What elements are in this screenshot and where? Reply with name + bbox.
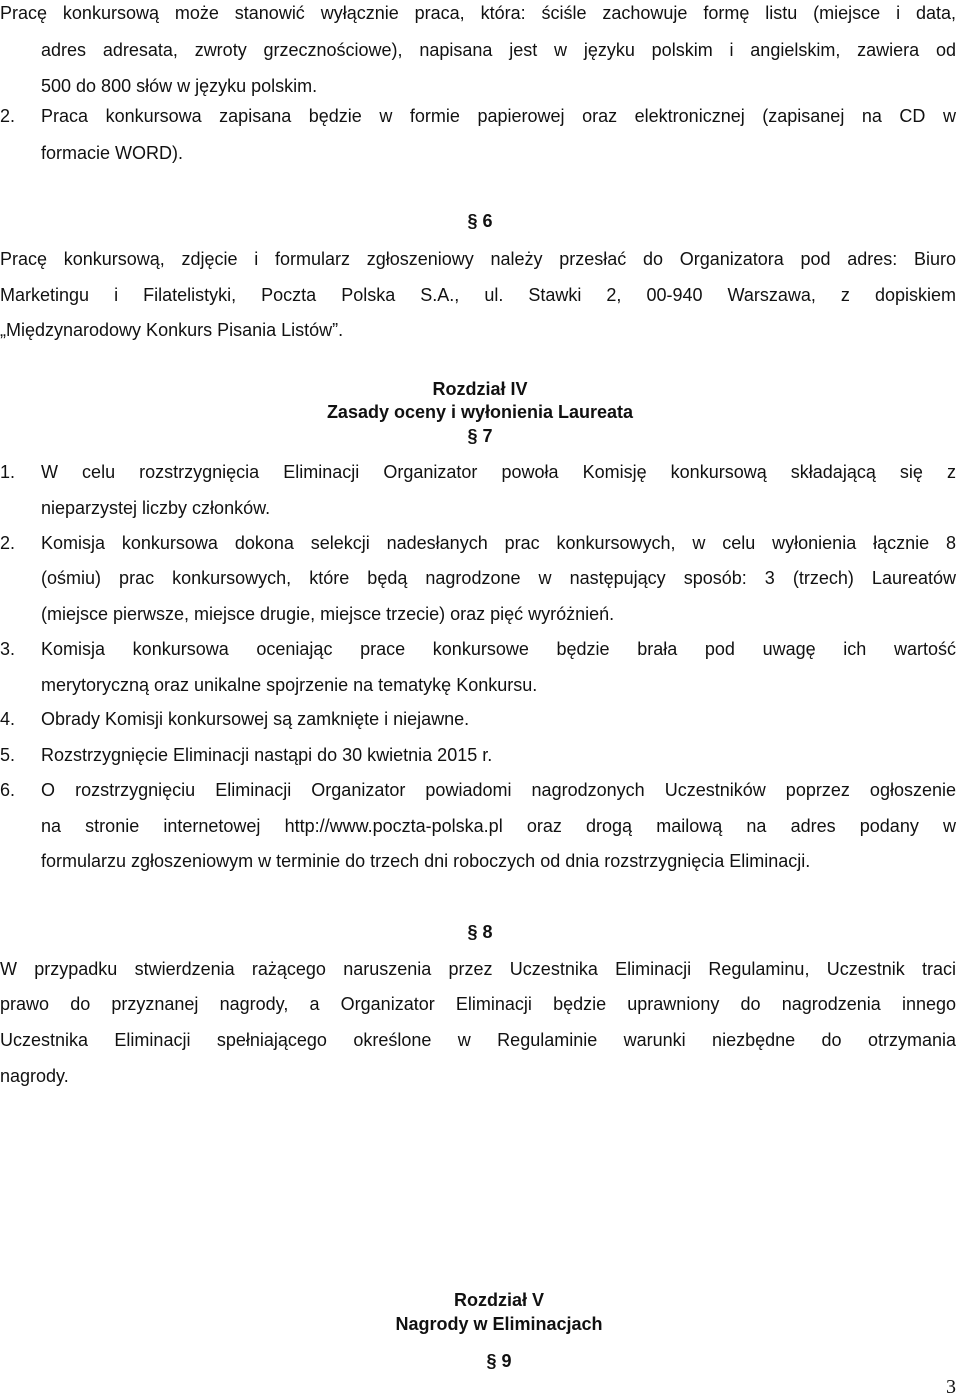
intro-line-1: Pracę konkursową może stanowić wyłącznie praca, która: ściśle zachowuje formę listu (miejsce i data, xyxy=(0,3,956,23)
item-6-line-1: O rozstrzygnięciu Eliminacji Organizator powiadomi nagrodzonych Uczestników poprzez ogłoszenie xyxy=(41,780,956,800)
item-2-line-1: Komisja konkursowa dokona selekcji nadesłanych prac konkursowych, w celu wyłonienia łącznie 8 xyxy=(41,533,956,553)
intro-item-2-number: 2. xyxy=(0,106,16,126)
section-8-line-1: W przypadku stwierdzenia rażącego naruszenia przez Uczestnika Eliminacji Regulaminu, Uczestnik traci xyxy=(0,959,956,979)
intro-line-3: 500 do 800 słów w języku polskim. xyxy=(41,76,318,96)
section-6-heading: § 6 xyxy=(467,211,493,231)
item-6-line-3: formularzu zgłoszeniowym w terminie do trzech dni roboczych od dnia rozstrzygnięcia Eliminacji. xyxy=(41,851,811,871)
item-3-line-2: merytoryczną oraz unikalne spojrzenie na tematykę Konkursu. xyxy=(41,675,538,695)
chapter-4-subtitle: Zasady oceny i wyłonienia Laureata xyxy=(326,402,634,422)
chapter-4-title: Rozdział IV xyxy=(432,379,528,399)
item-3-line-1: Komisja konkursowa oceniając prace konkursowe będzie brała pod uwagę ich wartość xyxy=(41,639,956,659)
item-5-line-1: Rozstrzygnięcie Eliminacji nastąpi do 30 kwietnia 2015 r. xyxy=(41,745,493,765)
item-1-number: 1. xyxy=(0,462,16,482)
item-2-number: 2. xyxy=(0,533,16,553)
intro-item-2-line-2: formacie WORD). xyxy=(41,143,184,163)
section-8-line-4: nagrody. xyxy=(0,1066,69,1086)
section-7-heading: § 7 xyxy=(467,426,493,446)
item-2-line-3: (miejsce pierwsze, miejsce drugie, miejsce trzecie) oraz pięć wyróżnień. xyxy=(41,604,615,624)
intro-line-2: adres adresata, zwroty grzecznościowe), napisana jest w języku polskim i angielskim, zawiera od xyxy=(41,40,956,60)
item-4-number: 4. xyxy=(0,709,16,729)
item-5-number: 5. xyxy=(0,745,16,765)
intro-item-2-line-1: Praca konkursowa zapisana będzie w formie papierowej oraz elektronicznej (zapisanej na CD w xyxy=(41,106,956,126)
item-2-line-2: (ośmiu) prac konkursowych, które będą nagrodzone w następujący sposób: 3 (trzech) Laureatów xyxy=(41,568,956,588)
section-6-line-3: „Międzynarodowy Konkurs Pisania Listów”. xyxy=(0,320,344,340)
section-9-heading: § 9 xyxy=(486,1351,512,1371)
item-6-line-2: na stronie internetowej http://www.poczta-polska.pl oraz drogą mailową na adres podany w xyxy=(41,816,956,836)
page-number: 3 xyxy=(946,1376,956,1398)
section-6-line-2: Marketingu i Filatelistyki, Poczta Polska S.A., ul. Stawki 2, 00-940 Warszawa, z dopiskiem xyxy=(0,285,956,305)
section-6-line-1: Pracę konkursową, zdjęcie i formularz zgłoszeniowy należy przesłać do Organizatora pod adres: Biuro xyxy=(0,249,956,269)
item-6-number: 6. xyxy=(0,780,16,800)
item-3-number: 3. xyxy=(0,639,16,659)
chapter-5-title: Rozdział V xyxy=(453,1290,544,1310)
section-8-line-2: prawo do przyznanej nagrody, a Organizator Eliminacji będzie uprawniony do nagrodzenia innego xyxy=(0,994,956,1014)
item-1-line-1: W celu rozstrzygnięcia Eliminacji Organizator powoła Komisję konkursową składającą się z xyxy=(41,462,956,482)
item-1-line-2: nieparzystej liczby członków. xyxy=(41,498,271,518)
item-4-line-1: Obrady Komisji konkursowej są zamknięte i niejawne. xyxy=(41,709,470,729)
chapter-5-subtitle: Nagrody w Eliminacjach xyxy=(395,1314,603,1334)
section-8-heading: § 8 xyxy=(467,922,493,942)
section-8-line-3: Uczestnika Eliminacji spełniającego określone w Regulaminie warunki niezbędne do otrzymania xyxy=(0,1030,956,1050)
